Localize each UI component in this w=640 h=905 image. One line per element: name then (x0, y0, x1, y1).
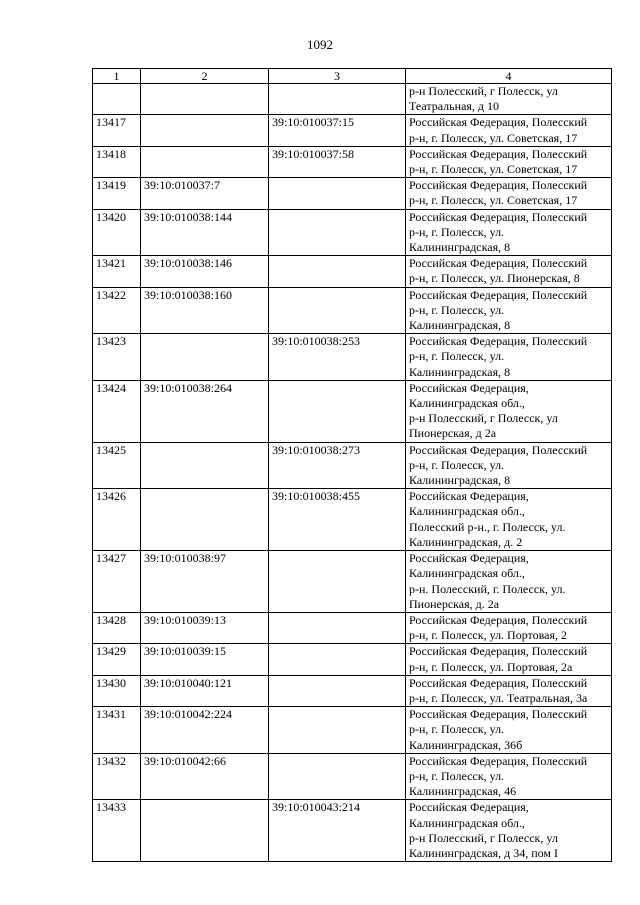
cadastral-number-alt-cell (269, 753, 406, 800)
address-cell (406, 380, 612, 442)
address-line: р-н Полесский, г Полесск, ул (409, 830, 558, 845)
row-number-cell: 13425 (93, 442, 141, 489)
cadastral-number-cell: 39:10:010038:146 (141, 256, 269, 287)
address-line: Российская Федерация, (409, 380, 529, 395)
address-line: Российская Федерация, (409, 489, 529, 504)
cadastral-number-cell (141, 334, 269, 381)
column-header-3: 3 (269, 69, 406, 84)
column-header-2: 2 (141, 69, 269, 84)
row-number-cell: 13419 (93, 178, 141, 209)
cadastral-number-cell (141, 84, 269, 115)
address-line: Российская Федерация, Полесский (409, 644, 588, 659)
address-line: Российская Федерация, Полесский (409, 334, 588, 349)
address-line: Калининградская, 8 (409, 473, 511, 488)
row-number-cell: 13424 (93, 380, 141, 442)
address-line: Пионерская, д. 2а (409, 596, 500, 611)
cadastral-table (92, 68, 612, 862)
address-line: Российская Федерация, Полесский (409, 753, 588, 768)
cadastral-number-cell (141, 146, 269, 177)
row-number-cell: 13429 (93, 644, 141, 675)
address-line: р-н, г. Полесск, ул. Портовая, 2 (409, 628, 567, 643)
table-row (93, 644, 612, 675)
address-line: р-н, г. Полесск, ул. (409, 302, 505, 317)
row-number-cell (93, 84, 141, 115)
row-number-cell: 13426 (93, 489, 141, 551)
row-number-cell: 13427 (93, 551, 141, 613)
address-line: р-н Полесский, г Полесск, ул (409, 411, 558, 426)
address-line: Российская Федерация, Полесский (409, 612, 588, 627)
table-row (93, 753, 612, 800)
column-header-1: 1 (93, 69, 141, 84)
cadastral-number-cell (141, 800, 269, 862)
cadastral-number-cell: 39:10:010039:13 (141, 612, 269, 643)
cadastral-number-alt-cell (269, 380, 406, 442)
cadastral-number-alt-cell (269, 178, 406, 209)
address-line: р-н, г. Полесск, ул. (409, 768, 505, 783)
cadastral-number-alt-cell (269, 675, 406, 706)
table-row (93, 256, 612, 287)
address-line: Калининградская обл., (409, 396, 525, 411)
table-row (93, 380, 612, 442)
row-number-cell: 13433 (93, 800, 141, 862)
cadastral-number-alt-cell: 39:10:010038:273 (269, 442, 406, 489)
cadastral-number-cell: 39:10:010039:15 (141, 644, 269, 675)
address-line: р-н Полесский, г Полесск, ул (409, 84, 558, 98)
address-cell (406, 644, 612, 675)
row-number-cell: 13432 (93, 753, 141, 800)
page-number: 1092 (307, 37, 333, 52)
address-line: Российская Федерация, Полесский (409, 442, 588, 457)
table-row (93, 146, 612, 177)
cadastral-number-cell: 39:10:010038:264 (141, 380, 269, 442)
row-number-cell: 13420 (93, 209, 141, 256)
address-cell (406, 178, 612, 209)
row-number-cell: 13428 (93, 612, 141, 643)
row-number-cell: 13417 (93, 115, 141, 146)
address-line: Театральная, д 10 (409, 99, 500, 114)
table-row (93, 334, 612, 381)
column-header-4: 4 (406, 69, 612, 84)
table-row (93, 115, 612, 146)
row-number-cell: 13430 (93, 675, 141, 706)
address-line: р-н, г. Полесск, ул. Пионерская, 8 (409, 271, 580, 286)
cadastral-number-cell: 39:10:010037:7 (141, 178, 269, 209)
row-number-cell: 13431 (93, 707, 141, 754)
address-line: Российская Федерация, Полесский (409, 707, 588, 722)
address-line: Российская Федерация, Полесский (409, 256, 588, 271)
row-number-cell: 13421 (93, 256, 141, 287)
cadastral-number-alt-cell: 39:10:010037:58 (269, 146, 406, 177)
cadastral-number-cell: 39:10:010038:144 (141, 209, 269, 256)
cadastral-number-alt-cell (269, 644, 406, 675)
address-line: Российская Федерация, Полесский (409, 675, 588, 690)
table-body (93, 84, 612, 862)
row-number-cell: 13423 (93, 334, 141, 381)
cadastral-number-alt-cell: 39:10:010038:253 (269, 334, 406, 381)
address-line: р-н, г. Полесск, ул. Советская, 17 (409, 130, 578, 145)
address-cell (406, 612, 612, 643)
cadastral-number-cell (141, 115, 269, 146)
table-row (93, 287, 612, 334)
cadastral-number-alt-cell: 39:10:010043:214 (269, 800, 406, 862)
table-row (93, 675, 612, 706)
cadastral-number-cell: 39:10:010038:97 (141, 551, 269, 613)
address-cell (406, 707, 612, 754)
address-line: Калининградская, 36б (409, 737, 523, 752)
address-line: р-н. Полесский, г. Полесск, ул. (409, 581, 566, 596)
address-line: Пионерская, д 2а (409, 426, 497, 441)
cadastral-number-alt-cell (269, 256, 406, 287)
cadastral-number-cell: 39:10:010040:121 (141, 675, 269, 706)
address-line: Российская Федерация, (409, 551, 529, 566)
address-line: р-н, г. Полесск, ул. (409, 722, 505, 737)
address-cell (406, 209, 612, 256)
cadastral-number-alt-cell (269, 287, 406, 334)
address-line: Российская Федерация, Полесский (409, 146, 588, 161)
row-number-cell: 13418 (93, 146, 141, 177)
table-row (93, 84, 612, 115)
address-line: Калининградская, 8 (409, 364, 511, 379)
address-line: р-н, г. Полесск, ул. (409, 349, 505, 364)
table-row (93, 800, 612, 862)
address-cell (406, 675, 612, 706)
address-line: Российская Федерация, Полесский (409, 287, 588, 302)
cadastral-number-cell (141, 442, 269, 489)
cadastral-number-alt-cell (269, 612, 406, 643)
cadastral-number-cell: 39:10:010042:224 (141, 707, 269, 754)
address-line: Калининградская обл., (409, 504, 525, 519)
address-line: Полесский р-н., г. Полесск, ул. (409, 519, 566, 534)
address-cell (406, 551, 612, 613)
address-cell (406, 489, 612, 551)
cadastral-number-cell: 39:10:010038:160 (141, 287, 269, 334)
address-cell (406, 84, 612, 115)
address-cell (406, 256, 612, 287)
address-cell (406, 800, 612, 862)
table-row (93, 707, 612, 754)
address-cell (406, 115, 612, 146)
cadastral-number-cell: 39:10:010042:66 (141, 753, 269, 800)
cadastral-number-alt-cell (269, 707, 406, 754)
table-row (93, 489, 612, 551)
address-line: Калининградская, 46 (409, 784, 517, 799)
cadastral-number-alt-cell: 39:10:010038:455 (269, 489, 406, 551)
address-cell (406, 146, 612, 177)
address-line: р-н, г. Полесск, ул. Портовая, 2а (409, 659, 573, 674)
table-row (93, 612, 612, 643)
address-cell (406, 334, 612, 381)
address-cell (406, 287, 612, 334)
address-cell (406, 442, 612, 489)
cadastral-number-cell (141, 489, 269, 551)
cadastral-number-alt-cell (269, 84, 406, 115)
address-cell (406, 753, 612, 800)
row-number-cell: 13422 (93, 287, 141, 334)
table-row (93, 551, 612, 613)
table-row (93, 178, 612, 209)
address-line: Калининградская обл., (409, 566, 525, 581)
address-line: р-н, г. Полесск, ул. Советская, 17 (409, 193, 578, 208)
address-line: Российская Федерация, Полесский (409, 178, 588, 193)
address-line: Российская Федерация, Полесский (409, 115, 588, 130)
cadastral-number-alt-cell: 39:10:010037:15 (269, 115, 406, 146)
address-line: Калининградская, 8 (409, 318, 511, 333)
address-line: р-н, г. Полесск, ул. (409, 224, 505, 239)
table-row (93, 209, 612, 256)
cadastral-number-alt-cell (269, 209, 406, 256)
address-line: Российская Федерация, Полесский (409, 209, 588, 224)
cadastral-number-alt-cell (269, 551, 406, 613)
address-line: Калининградская, 8 (409, 240, 511, 255)
address-line: Калининградская обл., (409, 815, 525, 830)
address-line: р-н, г. Полесск, ул. Советская, 17 (409, 162, 578, 177)
address-line: Калининградская, д. 2 (409, 534, 523, 549)
address-line: Калининградская, д 34, пом I (409, 845, 559, 860)
address-line: р-н, г. Полесск, ул. (409, 457, 505, 472)
address-line: Российская Федерация, (409, 800, 529, 815)
table-row (93, 442, 612, 489)
table-header-row (93, 69, 612, 84)
address-line: р-н, г. Полесск, ул. Театральная, 3а (409, 690, 588, 705)
